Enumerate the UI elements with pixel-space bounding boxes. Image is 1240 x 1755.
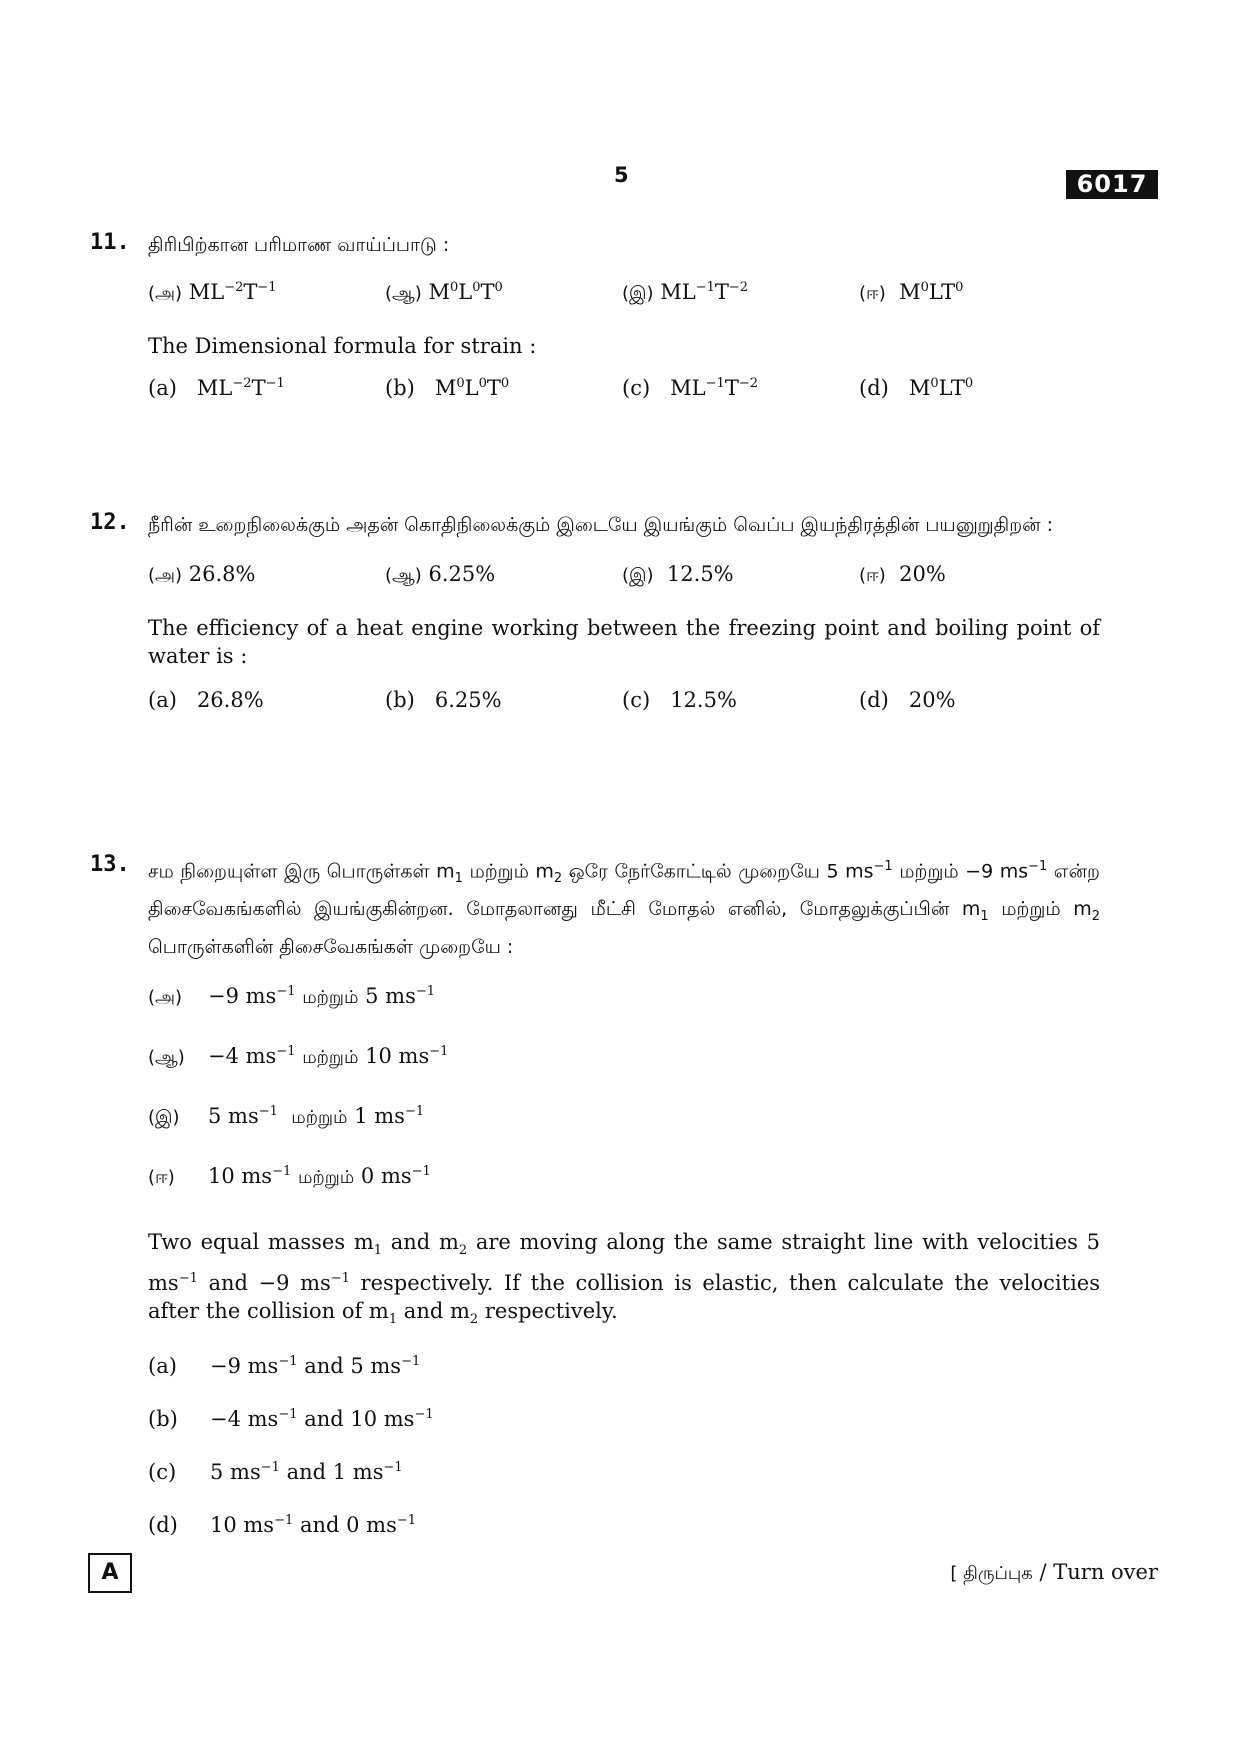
option-d: (ஈ) 10 $ms^{-1}$ மற்றும் 0 $ms^{-1}$ <box>148 1163 431 1188</box>
option-b: (b) 6.25% <box>385 688 502 712</box>
question-12 <box>90 510 1100 722</box>
question-text-english: The Dimensional formula for strain : <box>148 334 537 358</box>
option-a: (a) $ML^{-2}T^{-1}$ <box>148 376 285 400</box>
option-b: (ஆ) 6.25% <box>385 562 496 586</box>
option-b: (b) −4 $ms^{-1}$ and 10 $ms^{-1}$ <box>148 1407 434 1432</box>
question-text-english: The efficiency of a heat engine working between the freezing point and boiling point of water is : <box>148 616 1100 668</box>
question-text-tamil: சம நிறையுள்ள இரு பொருள்கள் $m_1$ மற்றும் $m_2$ ஒரே நேர்கோட்டில் முறையே 5 $ms^{-1}$ மற்றும் −9 $ms^{-1}$ என்ற திசைவேகங்களில் இயங்குகின்றன. மோதலானது மீட்சி மோதல் எனில், மோதலுக்குப்பின் $m_1$ மற்றும் $m_2$ பொருள்களின் திசைவேகங்கள் முறையே : <box>148 859 1100 958</box>
question-number: 11. <box>90 230 130 255</box>
option-d: (d) $M^0LT^0$ <box>859 376 974 400</box>
option-b: (ஆ) −4 $ms^{-1}$ மற்றும் 10 $ms^{-1}$ <box>148 1043 449 1068</box>
option-c: (இ) $ML^{-1}T^{-2}$ <box>622 280 749 304</box>
option-b: (b) $M^0L^0T^0$ <box>385 376 510 400</box>
option-d: (ஈ) 20% <box>859 562 946 586</box>
options-tamil <box>148 562 1100 596</box>
set-label-box: A <box>88 1553 132 1593</box>
option-c: (c) 5 $ms^{-1}$ and 1 $ms^{-1}$ <box>148 1460 403 1485</box>
option-d: (ஈ) $M^0LT^0$ <box>859 280 964 304</box>
option-d: (d) 20% <box>859 688 956 712</box>
option-d: (d) 10 $ms^{-1}$ and 0 $ms^{-1}$ <box>148 1513 417 1538</box>
question-13 <box>90 852 1100 1566</box>
question-11 <box>90 230 1100 410</box>
option-c: (இ) 5 $ms^{-1}$ மற்றும் 1 $ms^{-1}$ <box>148 1103 425 1128</box>
option-a: (அ) 26.8% <box>148 562 256 586</box>
options-english <box>148 376 1100 410</box>
option-a: (a) −9 $ms^{-1}$ and 5 $ms^{-1}$ <box>148 1354 421 1379</box>
question-text-english: Two equal masses $m_1$ and $m_2$ are moving along the same straight line with velocities 5 $ms^{-1}$ and −9 $ms^{-1}$ respectively. If the collision is elastic, then calculate the velocities after the collision of $m_1$ and $m_2$ respectively. <box>148 1229 1100 1328</box>
option-c: (இ) 12.5% <box>622 562 734 586</box>
options-english <box>148 688 1100 722</box>
options-tamil <box>148 984 1100 1224</box>
paper-code-badge: 6017 <box>1066 170 1158 199</box>
question-text-tamil: திரிபிற்கான பரிமாண வாய்ப்பாடு : <box>148 234 450 256</box>
option-a: (a) 26.8% <box>148 688 264 712</box>
option-c: (c) 12.5% <box>622 688 737 712</box>
option-b: (ஆ) $M^0L^0T^0$ <box>385 280 503 304</box>
question-text-tamil: நீரின் உறைநிலைக்கும் அதன் கொதிநிலைக்கும் இடையே இயங்கும் வெப்ப இயந்திரத்தின் பயனுறுதிறன் : <box>148 514 1054 536</box>
question-number: 13. <box>90 852 130 877</box>
options-tamil <box>148 280 1100 314</box>
question-number: 12. <box>90 510 130 535</box>
options-english <box>148 1354 1100 1566</box>
page-number: 5 <box>614 163 629 187</box>
option-a: (அ) $ML^{-2}T^{-1}$ <box>148 280 277 304</box>
option-c: (c) $ML^{-1}T^{-2}$ <box>622 376 758 400</box>
turn-over-note: [ திருப்புக / Turn over <box>950 1560 1158 1584</box>
option-a: (அ) −9 $ms^{-1}$ மற்றும் 5 $ms^{-1}$ <box>148 983 436 1008</box>
